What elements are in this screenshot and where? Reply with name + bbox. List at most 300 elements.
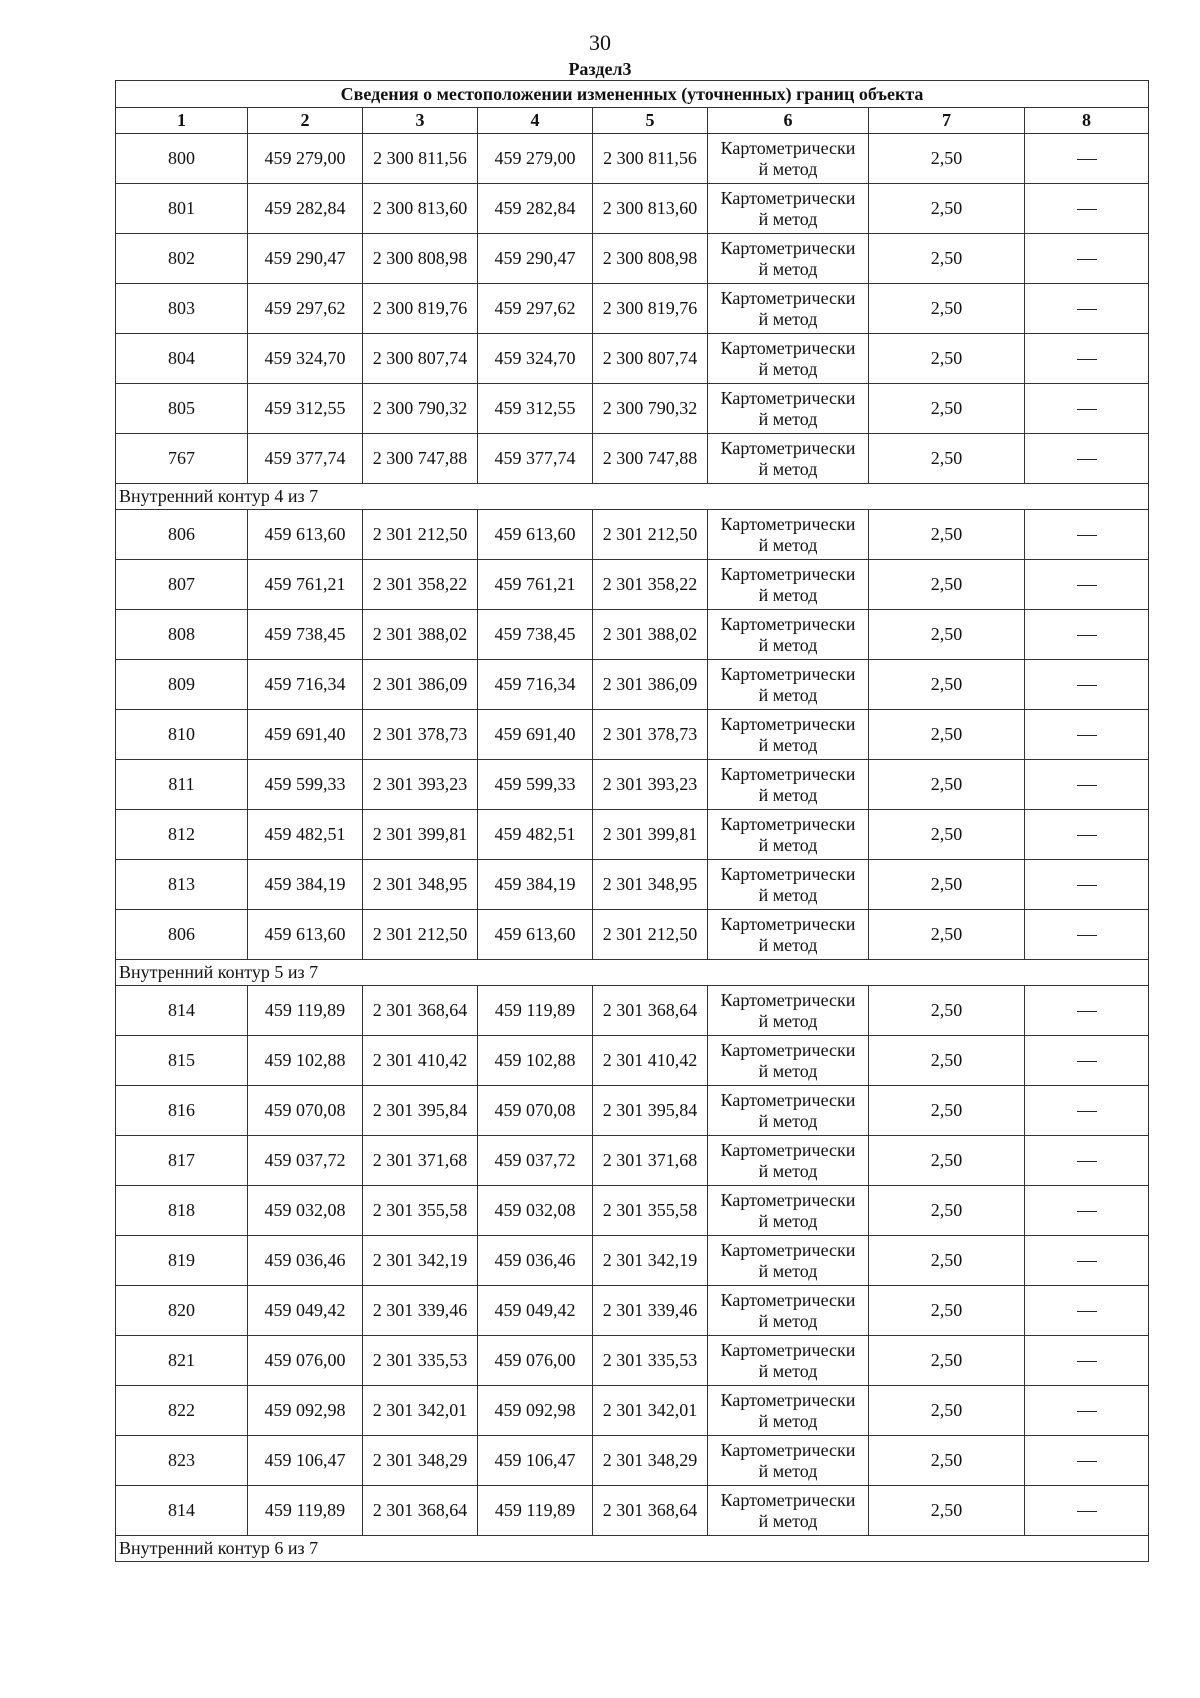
table-row [116, 1336, 1149, 1386]
column-8-cell [1025, 1386, 1149, 1436]
contour-label: Внутренний контур 6 из 7 [116, 1536, 1149, 1562]
table-row [116, 184, 1149, 234]
y-existing-cell: 2 301 399,81 [363, 810, 478, 860]
method-line-1: Картометрически [720, 287, 856, 308]
method-cell [708, 1186, 869, 1236]
method-cell [708, 760, 869, 810]
accuracy-cell: 2,50 [869, 1486, 1025, 1536]
accuracy-cell: 2,50 [869, 1386, 1025, 1436]
method-line-1: Картометрически [720, 1289, 856, 1310]
y-existing-cell: 2 301 348,95 [363, 860, 478, 910]
x-existing-cell: 459 037,72 [248, 1136, 363, 1186]
x-new-cell: 459 049,42 [478, 1286, 593, 1336]
method-cell [708, 1036, 869, 1086]
method-cell [708, 234, 869, 284]
table-row [116, 384, 1149, 434]
dash-mark [1077, 535, 1097, 536]
dash-mark [1077, 1461, 1097, 1462]
method-line-1: Картометрически [720, 437, 856, 458]
dash-mark [1077, 785, 1097, 786]
dash-mark [1077, 1011, 1097, 1012]
y-existing-cell: 2 301 212,50 [363, 510, 478, 560]
table-row [116, 760, 1149, 810]
x-existing-cell: 459 613,60 [248, 910, 363, 960]
table-row [116, 710, 1149, 760]
method-cell [708, 434, 869, 484]
method-line-1: Картометрически [720, 1139, 856, 1160]
method-cell [708, 284, 869, 334]
dash-mark [1077, 1161, 1097, 1162]
x-new-cell: 459 119,89 [478, 1486, 593, 1536]
table-row [116, 610, 1149, 660]
x-existing-cell: 459 599,33 [248, 760, 363, 810]
column-8-cell [1025, 510, 1149, 560]
column-8-cell [1025, 384, 1149, 434]
table-row [116, 560, 1149, 610]
x-existing-cell: 459 324,70 [248, 334, 363, 384]
method-cell [708, 1486, 869, 1536]
dash-mark [1077, 409, 1097, 410]
point-number-cell: 803 [116, 284, 248, 334]
y-new-cell: 2 301 378,73 [593, 710, 708, 760]
accuracy-cell: 2,50 [869, 1136, 1025, 1186]
table-row [116, 986, 1149, 1036]
contour-separator-row [116, 960, 1149, 986]
x-new-cell: 459 384,19 [478, 860, 593, 910]
point-number-cell: 820 [116, 1286, 248, 1336]
accuracy-cell: 2,50 [869, 284, 1025, 334]
column-8-cell [1025, 860, 1149, 910]
method-line-2: й метод [758, 158, 818, 179]
method-line-2: й метод [758, 308, 818, 329]
x-existing-cell: 459 049,42 [248, 1286, 363, 1336]
x-new-cell: 459 119,89 [478, 986, 593, 1036]
x-new-cell: 459 037,72 [478, 1136, 593, 1186]
page-number: 30 [589, 30, 611, 55]
method-line-2: й метод [758, 1160, 818, 1181]
point-number-cell: 807 [116, 560, 248, 610]
table-row [116, 234, 1149, 284]
table-row [116, 134, 1149, 184]
column-8-cell [1025, 986, 1149, 1036]
table-caption-row [116, 81, 1149, 108]
y-new-cell: 2 300 790,32 [593, 384, 708, 434]
dash-mark [1077, 635, 1097, 636]
table-row [116, 860, 1149, 910]
method-cell [708, 986, 869, 1036]
y-new-cell: 2 301 358,22 [593, 560, 708, 610]
x-existing-cell: 459 384,19 [248, 860, 363, 910]
method-line-1: Картометрически [720, 563, 856, 584]
point-number-cell: 801 [116, 184, 248, 234]
dash-mark [1077, 459, 1097, 460]
method-line-2: й метод [758, 458, 818, 479]
table-row [116, 1136, 1149, 1186]
x-new-cell: 459 738,45 [478, 610, 593, 660]
x-new-cell: 459 279,00 [478, 134, 593, 184]
column-8-cell [1025, 134, 1149, 184]
column-number: 6 [708, 108, 869, 134]
x-new-cell: 459 761,21 [478, 560, 593, 610]
point-number-cell: 821 [116, 1336, 248, 1386]
y-existing-cell: 2 300 811,56 [363, 134, 478, 184]
method-cell [708, 610, 869, 660]
x-new-cell: 459 032,08 [478, 1186, 593, 1236]
dash-mark [1077, 309, 1097, 310]
dash-mark [1077, 935, 1097, 936]
method-line-1: Картометрически [720, 337, 856, 358]
column-number: 8 [1025, 108, 1149, 134]
accuracy-cell: 2,50 [869, 234, 1025, 284]
table-row [116, 510, 1149, 560]
x-existing-cell: 459 102,88 [248, 1036, 363, 1086]
column-8-cell [1025, 910, 1149, 960]
accuracy-cell: 2,50 [869, 510, 1025, 560]
accuracy-cell: 2,50 [869, 1186, 1025, 1236]
column-8-cell [1025, 1186, 1149, 1236]
point-number-cell: 809 [116, 660, 248, 710]
method-line-2: й метод [758, 1110, 818, 1131]
x-existing-cell: 459 032,08 [248, 1186, 363, 1236]
accuracy-cell: 2,50 [869, 134, 1025, 184]
y-new-cell: 2 300 811,56 [593, 134, 708, 184]
accuracy-cell: 2,50 [869, 334, 1025, 384]
x-existing-cell: 459 738,45 [248, 610, 363, 660]
y-existing-cell: 2 301 335,53 [363, 1336, 478, 1386]
dash-mark [1077, 259, 1097, 260]
point-number-cell: 813 [116, 860, 248, 910]
x-new-cell: 459 613,60 [478, 910, 593, 960]
accuracy-cell: 2,50 [869, 660, 1025, 710]
method-line-1: Картометрически [720, 713, 856, 734]
x-existing-cell: 459 076,00 [248, 1336, 363, 1386]
accuracy-cell: 2,50 [869, 184, 1025, 234]
x-new-cell: 459 282,84 [478, 184, 593, 234]
method-line-1: Картометрически [720, 913, 856, 934]
column-8-cell [1025, 610, 1149, 660]
x-new-cell: 459 324,70 [478, 334, 593, 384]
x-new-cell: 459 092,98 [478, 1386, 593, 1436]
method-line-1: Картометрически [720, 1339, 856, 1360]
column-8-cell [1025, 1086, 1149, 1136]
method-line-1: Картометрически [720, 137, 856, 158]
y-existing-cell: 2 301 339,46 [363, 1286, 478, 1336]
y-new-cell: 2 301 212,50 [593, 510, 708, 560]
method-line-1: Картометрически [720, 663, 856, 684]
x-existing-cell: 459 036,46 [248, 1236, 363, 1286]
accuracy-cell: 2,50 [869, 560, 1025, 610]
y-existing-cell: 2 300 819,76 [363, 284, 478, 334]
dash-mark [1077, 159, 1097, 160]
column-8-cell [1025, 560, 1149, 610]
y-new-cell: 2 301 386,09 [593, 660, 708, 710]
point-number-cell: 818 [116, 1186, 248, 1236]
y-existing-cell: 2 301 388,02 [363, 610, 478, 660]
column-number-row [116, 108, 1149, 134]
method-line-2: й метод [758, 734, 818, 755]
method-line-2: й метод [758, 208, 818, 229]
method-line-1: Картометрически [720, 1439, 856, 1460]
y-existing-cell: 2 300 808,98 [363, 234, 478, 284]
y-existing-cell: 2 301 393,23 [363, 760, 478, 810]
y-new-cell: 2 301 348,95 [593, 860, 708, 910]
x-existing-cell: 459 297,62 [248, 284, 363, 334]
point-number-cell: 811 [116, 760, 248, 810]
y-new-cell: 2 301 395,84 [593, 1086, 708, 1136]
x-new-cell: 459 036,46 [478, 1236, 593, 1286]
table-row [116, 1386, 1149, 1436]
x-new-cell: 459 599,33 [478, 760, 593, 810]
column-8-cell [1025, 284, 1149, 334]
column-8-cell [1025, 660, 1149, 710]
method-cell [708, 334, 869, 384]
y-existing-cell: 2 301 348,29 [363, 1436, 478, 1486]
y-existing-cell: 2 301 358,22 [363, 560, 478, 610]
method-line-1: Картометрически [720, 387, 856, 408]
y-new-cell: 2 301 335,53 [593, 1336, 708, 1386]
table-row [116, 334, 1149, 384]
y-new-cell: 2 301 339,46 [593, 1286, 708, 1336]
y-existing-cell: 2 301 212,50 [363, 910, 478, 960]
y-existing-cell: 2 301 368,64 [363, 986, 478, 1036]
x-existing-cell: 459 282,84 [248, 184, 363, 234]
x-existing-cell: 459 106,47 [248, 1436, 363, 1486]
method-line-2: й метод [758, 358, 818, 379]
accuracy-cell: 2,50 [869, 1436, 1025, 1486]
accuracy-cell: 2,50 [869, 1286, 1025, 1336]
table-row [116, 284, 1149, 334]
table-row [116, 660, 1149, 710]
dash-mark [1077, 1411, 1097, 1412]
method-line-2: й метод [758, 1410, 818, 1431]
accuracy-cell: 2,50 [869, 1236, 1025, 1286]
dash-mark [1077, 1061, 1097, 1062]
y-existing-cell: 2 300 813,60 [363, 184, 478, 234]
section-title: Раздел3 [568, 59, 632, 79]
dash-mark [1077, 1361, 1097, 1362]
point-number-cell: 808 [116, 610, 248, 660]
table-row [116, 434, 1149, 484]
point-number-cell: 815 [116, 1036, 248, 1086]
x-existing-cell: 459 092,98 [248, 1386, 363, 1436]
point-number-cell: 814 [116, 1486, 248, 1536]
x-new-cell: 459 290,47 [478, 234, 593, 284]
accuracy-cell: 2,50 [869, 986, 1025, 1036]
x-existing-cell: 459 279,00 [248, 134, 363, 184]
method-line-1: Картометрически [720, 763, 856, 784]
column-number: 2 [248, 108, 363, 134]
method-line-1: Картометрически [720, 1489, 856, 1510]
method-cell [708, 1086, 869, 1136]
table-row [116, 1086, 1149, 1136]
method-line-1: Картометрически [720, 1389, 856, 1410]
x-existing-cell: 459 691,40 [248, 710, 363, 760]
dash-mark [1077, 1261, 1097, 1262]
method-cell [708, 1136, 869, 1186]
x-existing-cell: 459 613,60 [248, 510, 363, 560]
dash-mark [1077, 359, 1097, 360]
x-new-cell: 459 482,51 [478, 810, 593, 860]
method-cell [708, 384, 869, 434]
dash-mark [1077, 735, 1097, 736]
method-line-2: й метод [758, 1060, 818, 1081]
column-8-cell [1025, 1236, 1149, 1286]
x-existing-cell: 459 119,89 [248, 1486, 363, 1536]
column-number: 5 [593, 108, 708, 134]
contour-separator-row [116, 484, 1149, 510]
dash-mark [1077, 585, 1097, 586]
contour-label: Внутренний контур 5 из 7 [116, 960, 1149, 986]
y-new-cell: 2 301 355,58 [593, 1186, 708, 1236]
y-existing-cell: 2 300 747,88 [363, 434, 478, 484]
y-existing-cell: 2 300 807,74 [363, 334, 478, 384]
method-line-2: й метод [758, 258, 818, 279]
dash-mark [1077, 1211, 1097, 1212]
method-line-1: Картометрически [720, 1189, 856, 1210]
point-number-cell: 767 [116, 434, 248, 484]
table-row [116, 1436, 1149, 1486]
method-cell [708, 134, 869, 184]
method-line-2: й метод [758, 934, 818, 955]
method-line-2: й метод [758, 584, 818, 605]
method-line-1: Картометрически [720, 1039, 856, 1060]
y-new-cell: 2 301 388,02 [593, 610, 708, 660]
method-cell [708, 810, 869, 860]
y-existing-cell: 2 301 368,64 [363, 1486, 478, 1536]
table-body [116, 134, 1149, 1562]
method-line-1: Картометрически [720, 1089, 856, 1110]
table-row [116, 1486, 1149, 1536]
point-number-cell: 806 [116, 910, 248, 960]
column-8-cell [1025, 1486, 1149, 1536]
column-8-cell [1025, 434, 1149, 484]
point-number-cell: 814 [116, 986, 248, 1036]
column-number: 3 [363, 108, 478, 134]
method-line-2: й метод [758, 634, 818, 655]
table-row [116, 1186, 1149, 1236]
x-new-cell: 459 377,74 [478, 434, 593, 484]
column-8-cell [1025, 184, 1149, 234]
x-existing-cell: 459 119,89 [248, 986, 363, 1036]
x-existing-cell: 459 377,74 [248, 434, 363, 484]
column-8-cell [1025, 760, 1149, 810]
contour-separator-row [116, 1536, 1149, 1562]
x-new-cell: 459 716,34 [478, 660, 593, 710]
accuracy-cell: 2,50 [869, 760, 1025, 810]
method-line-2: й метод [758, 408, 818, 429]
column-number: 4 [478, 108, 593, 134]
method-line-2: й метод [758, 1460, 818, 1481]
dash-mark [1077, 1311, 1097, 1312]
y-new-cell: 2 301 342,01 [593, 1386, 708, 1436]
method-cell [708, 560, 869, 610]
column-8-cell [1025, 1436, 1149, 1486]
method-line-2: й метод [758, 834, 818, 855]
column-8-cell [1025, 810, 1149, 860]
dash-mark [1077, 1111, 1097, 1112]
dash-mark [1077, 835, 1097, 836]
dash-mark [1077, 1511, 1097, 1512]
table-row [116, 1286, 1149, 1336]
accuracy-cell: 2,50 [869, 1036, 1025, 1086]
point-number-cell: 823 [116, 1436, 248, 1486]
x-new-cell: 459 106,47 [478, 1436, 593, 1486]
point-number-cell: 819 [116, 1236, 248, 1286]
y-new-cell: 2 301 371,68 [593, 1136, 708, 1186]
accuracy-cell: 2,50 [869, 384, 1025, 434]
column-8-cell [1025, 710, 1149, 760]
x-existing-cell: 459 312,55 [248, 384, 363, 434]
table-row [116, 1036, 1149, 1086]
point-number-cell: 802 [116, 234, 248, 284]
y-new-cell: 2 301 348,29 [593, 1436, 708, 1486]
method-cell [708, 710, 869, 760]
column-8-cell [1025, 234, 1149, 284]
method-line-2: й метод [758, 1360, 818, 1381]
method-line-1: Картометрически [720, 863, 856, 884]
point-number-cell: 800 [116, 134, 248, 184]
y-existing-cell: 2 301 378,73 [363, 710, 478, 760]
column-8-cell [1025, 1036, 1149, 1086]
dash-mark [1077, 885, 1097, 886]
method-line-1: Картометрически [720, 237, 856, 258]
x-existing-cell: 459 290,47 [248, 234, 363, 284]
method-line-2: й метод [758, 534, 818, 555]
accuracy-cell: 2,50 [869, 860, 1025, 910]
y-new-cell: 2 300 747,88 [593, 434, 708, 484]
column-number: 1 [116, 108, 248, 134]
method-line-2: й метод [758, 1010, 818, 1031]
method-cell [708, 860, 869, 910]
method-line-1: Картометрически [720, 613, 856, 634]
method-line-2: й метод [758, 1210, 818, 1231]
accuracy-cell: 2,50 [869, 610, 1025, 660]
table-row [116, 810, 1149, 860]
y-existing-cell: 2 301 410,42 [363, 1036, 478, 1086]
method-cell [708, 1386, 869, 1436]
point-number-cell: 822 [116, 1386, 248, 1436]
accuracy-cell: 2,50 [869, 710, 1025, 760]
method-line-2: й метод [758, 1510, 818, 1531]
column-8-cell [1025, 1336, 1149, 1386]
method-line-1: Картометрически [720, 1239, 856, 1260]
accuracy-cell: 2,50 [869, 810, 1025, 860]
accuracy-cell: 2,50 [869, 910, 1025, 960]
y-new-cell: 2 301 368,64 [593, 986, 708, 1036]
method-cell [708, 1286, 869, 1336]
x-new-cell: 459 613,60 [478, 510, 593, 560]
table-row [116, 1236, 1149, 1286]
point-number-cell: 817 [116, 1136, 248, 1186]
method-line-2: й метод [758, 1260, 818, 1281]
method-line-1: Картометрически [720, 187, 856, 208]
method-cell [708, 660, 869, 710]
method-cell [708, 910, 869, 960]
column-8-cell [1025, 1286, 1149, 1336]
y-new-cell: 2 301 393,23 [593, 760, 708, 810]
column-8-cell [1025, 1136, 1149, 1186]
point-number-cell: 806 [116, 510, 248, 560]
column-number: 7 [869, 108, 1025, 134]
y-new-cell: 2 300 813,60 [593, 184, 708, 234]
method-cell [708, 184, 869, 234]
boundary-coordinates-table [115, 80, 1149, 1562]
point-number-cell: 816 [116, 1086, 248, 1136]
method-cell [708, 1436, 869, 1486]
accuracy-cell: 2,50 [869, 1086, 1025, 1136]
x-new-cell: 459 102,88 [478, 1036, 593, 1086]
y-new-cell: 2 300 808,98 [593, 234, 708, 284]
